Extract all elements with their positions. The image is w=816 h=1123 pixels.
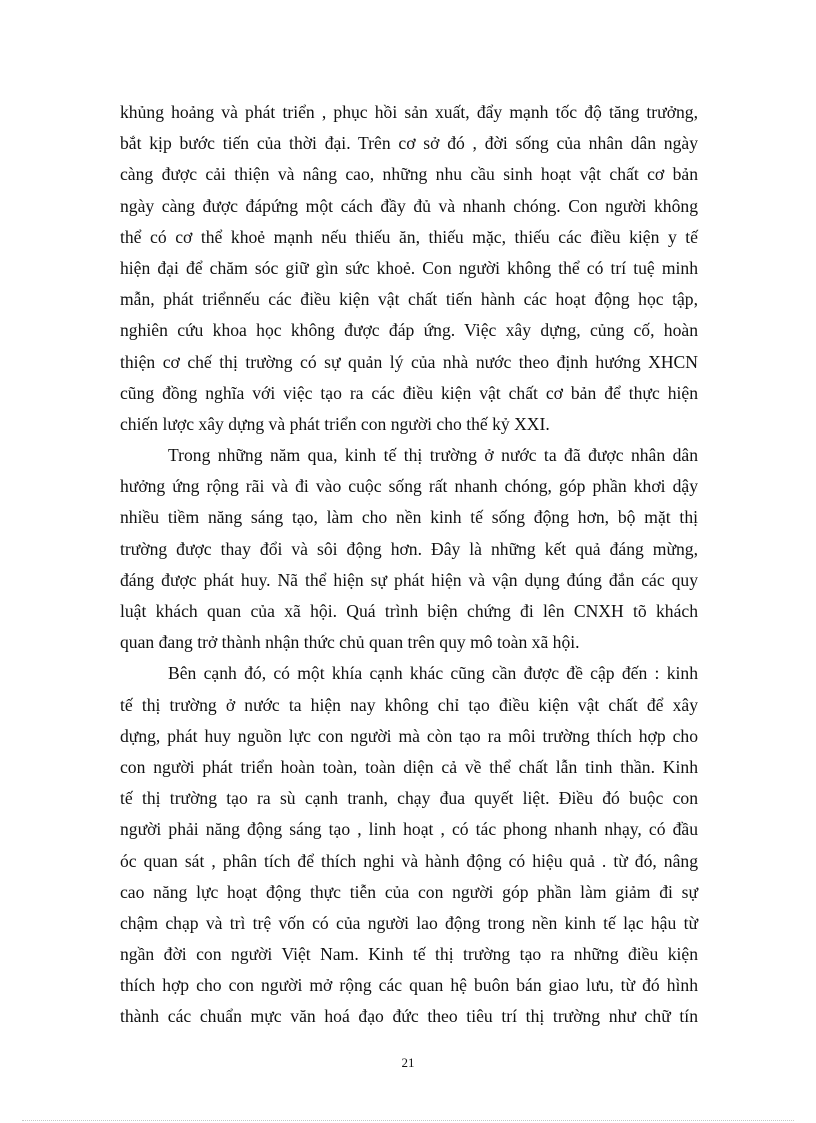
text-line: tế thị trường tạo ra sù cạnh tranh, chạy đua quyết liệt. Điều đó buộc con [120, 788, 698, 809]
text-line: hưởng ứng rộng rãi và đi vào cuộc sống rất nhanh chóng, góp phần khơi dậy [120, 476, 698, 497]
text-line: Trong những năm qua, kinh tế thị trường ở nước ta đã được nhân dân [168, 445, 698, 466]
text-line: mẫn, phát triểnnếu các điều kiện vật chất tiến hành các hoạt động học tập, [120, 289, 698, 310]
paragraph [120, 658, 698, 1032]
text-line: tế thị trường ở nước ta hiện nay không chỉ tạo điều kiện vật chất để xây [120, 694, 698, 715]
text-line: chiến lược xây dựng và phát triển con người cho thế kỷ XXI. [120, 413, 550, 434]
body-text [120, 97, 698, 1033]
text-line: luật khách quan của xã hội. Quá trình biện chứng đi lên CNXH tõ khách [120, 601, 698, 621]
text-line: thể có cơ thể khoẻ mạnh nếu thiếu ăn, thiếu mặc, thiếu các điều kiện y tế [120, 226, 698, 247]
bottom-divider [22, 1120, 794, 1121]
text-line: quan đang trở thành nhận thức chủ quan trên quy mô toàn xã hội. [120, 632, 580, 653]
text-line: ngần đời con người Việt Nam. Kinh tế thị trường tạo ra những điều kiện [120, 944, 698, 965]
text-line: nghiên cứu khoa học không được đáp ứng. Việc xây dựng, củng cố, hoàn [120, 320, 698, 341]
text-line: hiện đại để chăm sóc giữ gìn sức khoẻ. Con người không thể có trí tuệ minh [120, 257, 698, 278]
text-line: cũng đồng nghĩa với việc tạo ra các điều kiện vật chất cơ bản để thực hiện [120, 382, 698, 403]
paragraph [120, 97, 698, 440]
text-line: óc quan sát , phân tích để thích nghi và hành động có hiệu quả . từ đó, nâng [120, 850, 698, 871]
page-number: 21 [401, 1055, 415, 1070]
text-line: trường được thay đổi và sôi động hơn. Đây là những kết quả đáng mừng, [120, 538, 698, 559]
text-line: con người phát triển hoàn toàn, toàn diện cả về thể chất lẫn tinh thần. Kinh [120, 756, 698, 777]
text-line: thích hợp cho con người mở rộng các quan hệ buôn bán giao lưu, từ đó hình [120, 975, 698, 996]
text-line: dựng, phát huy nguồn lực con người mà còn tạo ra môi trường thích hợp cho [120, 725, 698, 746]
text-line: Bên cạnh đó, có một khía cạnh khác cũng cần được đề cập đến : kinh [168, 663, 698, 684]
text-line: bắt kịp bước tiến của thời đại. Trên cơ sở đó , đời sống của nhân dân ngày [120, 133, 698, 154]
text-line: thành các chuẩn mực văn hoá đạo đức theo tiêu trí thị trường như chữ tín [120, 1006, 698, 1027]
text-line: khủng hoảng và phát triển , phục hồi sản xuất, đẩy mạnh tốc độ tăng trưởng, [120, 102, 698, 122]
text-line: ngày càng được đápứng một cách đầy đủ và nhanh chóng. Con người không [120, 195, 698, 216]
text-line: cao năng lực hoạt động thực tiễn của con người góp phần làm giảm đi sự [120, 881, 698, 902]
text-line: chậm chạp và trì trệ vốn có của người lao động trong nền kinh tế lạc hậu từ [120, 912, 698, 933]
text-line: càng được cải thiện và nâng cao, những nhu cầu sinh hoạt vật chất cơ bản [120, 164, 698, 185]
text-line: người phải năng động sáng tạo , linh hoạt , có tác phong nhanh nhạy, có đầu [120, 819, 698, 840]
text-line: thiện cơ chế thị trường có sự quản lý của nhà nước theo định hướng XHCN [120, 351, 698, 372]
paragraph [120, 440, 698, 658]
text-line: đáng được phát huy. Nã thể hiện sự phát hiện và vận dụng đúng đắn các quy [120, 569, 698, 590]
text-line: nhiều tiềm năng sáng tạo, làm cho nền kinh tế sống động hơn, bộ mặt thị [120, 507, 698, 528]
